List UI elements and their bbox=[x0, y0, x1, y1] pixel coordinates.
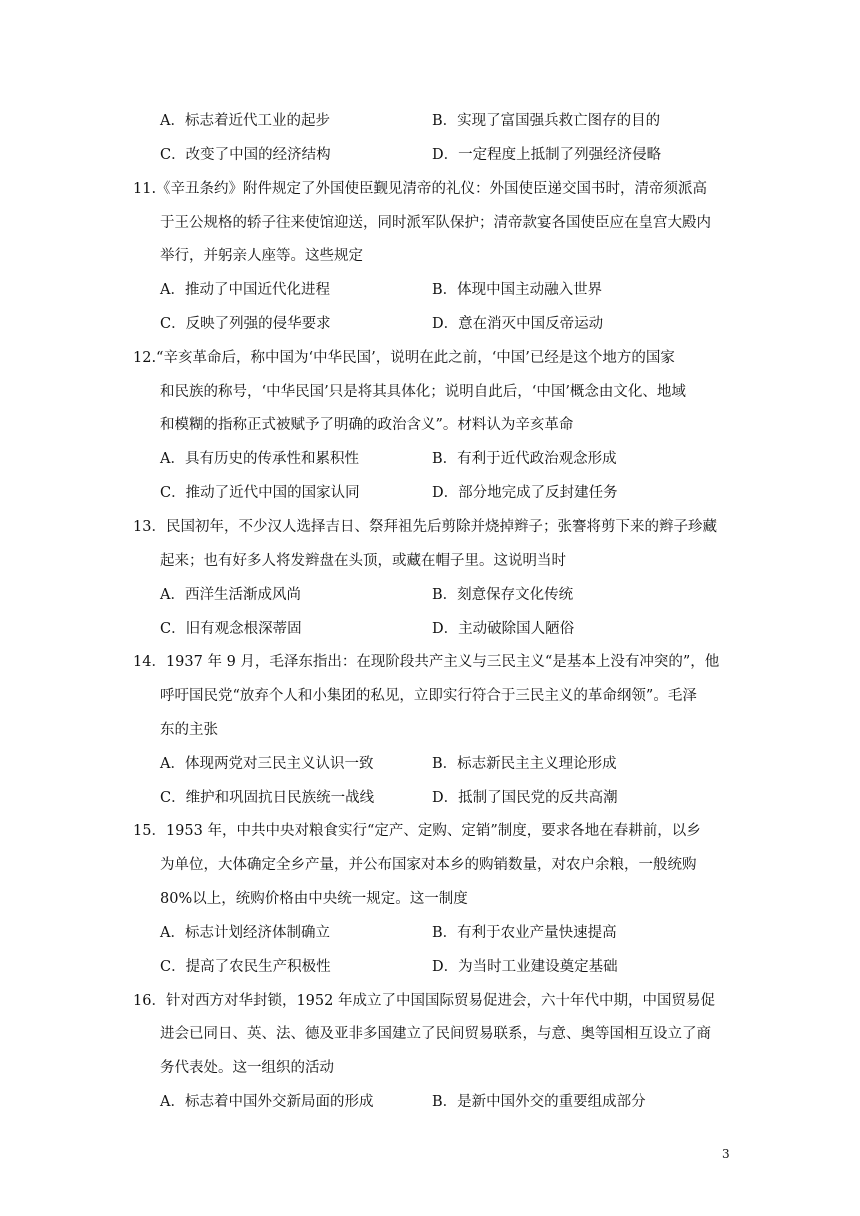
question-15-option-d: D．为当时工业建设奠定基础 bbox=[432, 959, 618, 975]
question-14-stem: 14．1937 年 9 月，毛泽东指出：在现阶段共产主义与三民主义“是基本上没有冲突的”，他 bbox=[133, 654, 720, 670]
question-14-stem-line: 东的主张 bbox=[160, 722, 218, 738]
question-12-option-b: B．有利于近代政治观念形成 bbox=[432, 451, 617, 467]
question-16-option-b: B．是新中国外交的重要组成部分 bbox=[432, 1094, 646, 1110]
option-b: B．实现了富国强兵救亡图存的目的 bbox=[432, 113, 661, 129]
question-14-option-b: B．标志新民主主义理论形成 bbox=[432, 756, 617, 772]
question-14-option-d: D．抵制了国民党的反共高潮 bbox=[432, 790, 618, 806]
question-14-stem-line: 呼吁国民党“放弃个人和小集团的私见，立即实行符合于三民主义的革命纲领”。毛泽 bbox=[160, 688, 697, 704]
question-11-option-c: C．反映了列强的侵华要求 bbox=[160, 316, 331, 332]
question-16-stem-line: 进会已同日、英、法、德及亚非多国建立了民间贸易联系，与意、奥等国相互设立了商 bbox=[160, 1026, 711, 1042]
question-14-option-a: A．体现两党对三民主义认识一致 bbox=[160, 756, 374, 772]
question-12-stem-line: 和模糊的指称正式被赋予了明确的政治含义”。材料认为辛亥革命 bbox=[160, 417, 574, 433]
question-13-stem-line: 起来；也有好多人将发辫盘在头顶，或藏在帽子里。这说明当时 bbox=[160, 553, 566, 569]
question-15-stem: 15．1953 年，中共中央对粮食实行“定产、定购、定销”制度，要求各地在春耕前，以乡 bbox=[133, 823, 701, 839]
question-16-stem-line: 务代表处。这一组织的活动 bbox=[160, 1060, 334, 1076]
question-12-stem: 12.“辛亥革命后，称中国为‘中华民国’，说明在此之前，‘中国’已经是这个地方的国家 bbox=[133, 350, 675, 366]
question-13-stem: 13．民国初年，不少汉人选择吉日、祭拜祖先后剪除并烧掉辫子；张謇将剪下来的辫子珍藏 bbox=[133, 519, 717, 535]
question-14-option-c: C．维护和巩固抗日民族统一战线 bbox=[160, 790, 375, 806]
question-12-option-a: A．具有历史的传承性和累积性 bbox=[160, 451, 359, 467]
question-15-stem-line: 为单位，大体确定全乡产量，并公布国家对本乡的购销数量，对农户余粮，一般统购 bbox=[160, 857, 697, 873]
question-11-option-b: B．体现中国主动融入世界 bbox=[432, 282, 603, 298]
question-15-option-c: C．提高了农民生产积极性 bbox=[160, 959, 331, 975]
option-a: A．标志着近代工业的起步 bbox=[160, 113, 330, 129]
question-15-stem-line: 80%以上，统购价格由中央统一规定。这一制度 bbox=[160, 891, 468, 907]
question-13-option-a: A．西洋生活渐成风尚 bbox=[160, 587, 301, 603]
question-13-option-d: D．主动破除国人陋俗 bbox=[432, 621, 575, 637]
page-number: 3 bbox=[722, 1147, 730, 1161]
question-11-option-a: A．推动了中国近代化进程 bbox=[160, 282, 330, 298]
question-15-option-a: A．标志计划经济体制确立 bbox=[160, 925, 330, 941]
question-13-option-b: B．刻意保存文化传统 bbox=[432, 587, 574, 603]
question-16-stem: 16．针对西方对华封锁，1952 年成立了中国国际贸易促进会，六十年代中期，中国贸易促 bbox=[133, 993, 715, 1009]
question-12-stem-line: 和民族的称号，‘中华民国’只是将其具体化；说明自此后，‘中国’概念由文化、地域 bbox=[160, 384, 686, 400]
question-15-option-b: B．有利于农业产量快速提高 bbox=[432, 925, 617, 941]
question-11-stem: 11.《辛丑条约》附件规定了外国使臣觐见清帝的礼仪：外国使臣递交国书时，清帝须派高 bbox=[133, 181, 708, 197]
question-11-stem-line: 于王公规格的轿子往来使馆迎送，同时派军队保护；清帝款宴各国使臣应在皇宫大殿内 bbox=[160, 215, 711, 231]
question-12-option-d: D．部分地完成了反封建任务 bbox=[432, 485, 618, 501]
question-11-stem-line: 举行，并躬亲人座等。这些规定 bbox=[160, 248, 363, 264]
question-13-option-c: C．旧有观念根深蒂固 bbox=[160, 621, 302, 637]
question-12-option-c: C．推动了近代中国的国家认同 bbox=[160, 485, 360, 501]
question-16-option-a: A．标志着中国外交新局面的形成 bbox=[160, 1094, 374, 1110]
question-11-option-d: D．意在消灭中国反帝运动 bbox=[432, 316, 604, 332]
option-d: D．一定程度上抵制了列强经济侵略 bbox=[432, 147, 662, 163]
option-c: C．改变了中国的经济结构 bbox=[160, 147, 331, 163]
